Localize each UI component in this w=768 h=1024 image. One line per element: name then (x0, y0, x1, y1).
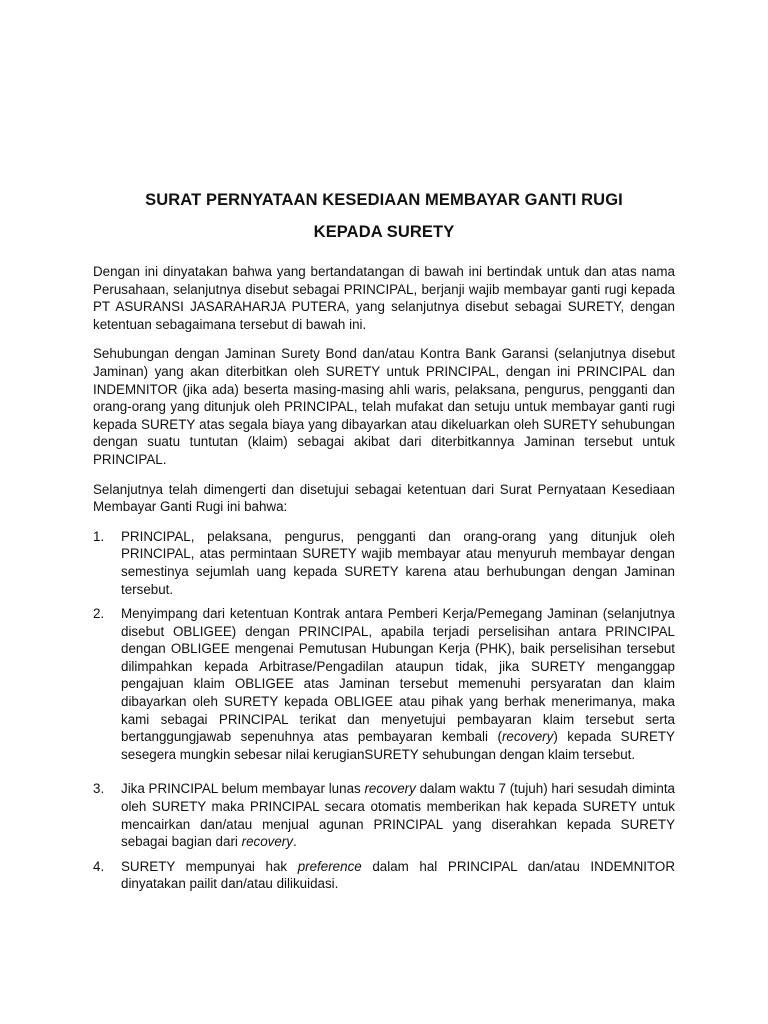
list-item-italic-term: recovery (241, 834, 293, 850)
list-item-italic-term: recovery (501, 729, 554, 745)
document-page (93, 190, 675, 893)
list-item-text-part: dalam waktu 7 (tujuh) hari sesudah diminta oleh SURETY maka PRINCIPAL secara otomatis memberikan hak kepada SURETY untuk mencairkan dan/atau menjual agunan PRINCIPAL yang diserahkan kepada SURETY sebagai bagian dari (121, 781, 675, 850)
list-item-text-part: dalam hal PRINCIPAL dan/atau INDEMNITOR dinyatakan pailit dan/atau dilikuidasi. (121, 858, 675, 892)
list-item-number: 2. (93, 606, 105, 622)
terms-list (93, 528, 675, 893)
list-item-number: 1. (93, 528, 105, 544)
paragraph-terms: Selanjutnya telah dimengerti dan disetujui sebagai ketentuan dari Surat Pernyataan Kesediaan Membayar Ganti Rugi ini bahwa: (93, 481, 675, 515)
document-title-line-2: KEPADA SURETY (313, 223, 455, 241)
paragraph-guarantee: Sehubungan dengan Jaminan Surety Bond dan/atau Kontra Bank Garansi (selanjutnya disebut Jaminan) yang akan diterbitkan oleh SURETY untuk PRINCIPAL, dengan ini PRINCIPAL dan INDEMNITOR (jika ada) beserta masing-masing ahli waris, pelaksana, pengurus, pengganti dan orang-orang yang ditunjuk oleh PRINCIPAL, telah mufakat dan setuju untuk membayar ganti rugi kepada SURETY atas segala biaya yang dibayarkan atau dikeluarkan oleh SURETY sehubungan dengan suatu tuntutan (klaim) sebagai akibat dari diterbitkannya Jaminan tersebut untuk PRINCIPAL. (93, 346, 675, 467)
list-item-italic-term: recovery (364, 781, 416, 797)
list-item (93, 858, 675, 893)
list-item-italic-term: preference (297, 858, 362, 874)
list-item-text-part: . (292, 834, 297, 850)
list-item (93, 605, 675, 763)
list-item-text (121, 858, 675, 893)
list-item-number: 4. (93, 858, 105, 874)
list-item-text-part: ) kepada SURETY sesegera mungkin sebesar nilai kerugianSURETY sehubungan dengan klaim tersebut. (121, 729, 675, 762)
paragraph-introduction: Dengan ini dinyatakan bahwa yang bertandatangan di bawah ini bertindak untuk dan atas nama Perusahaan, selanjutnya disebut sebagai PRINCIPAL, berjanji wajib membayar ganti rugi kepada PT ASURANSI JASARAHARJA PUTERA, yang selanjutnya disebut sebagai SURETY, dengan ketentuan sebagaimana tersebut di bawah ini. (93, 264, 675, 332)
list-item (93, 528, 675, 598)
list-item-text-part: SURETY mempunyai hak (121, 858, 298, 874)
list-item (93, 780, 675, 850)
list-item-text (121, 780, 675, 850)
list-item-text-part: Menyimpang dari ketentuan Kontrak antara Pemberi Kerja/Pemegang Jaminan (selanjutnya disebut OBLIGEE) dengan PRINCIPAL, apabila terjadi perselisihan antara PRINCIPAL dengan OBLIGEE mengenai Pemutusan Hubungan Kerja (PHK), baik perselisihan tersebut dilimpahkan kepada Arbitrase/Pengadilan ataupun tidak, jika SURETY menganggap pengajuan klaim OBLIGEE atas Jaminan tersebut memenuhi persyaratan dan klaim dibayarkan oleh SURETY kepada OBLIGEE atau pihak yang berhak menerimanya, maka kami sebagai PRINCIPAL terikat dan menyetujui pembayaran klaim tersebut serta bertanggungjawab sepenuhnya atas pembayaran kembali ( (121, 606, 675, 745)
list-item-text: PRINCIPAL, pelaksana, pengurus, pengganti dan orang-orang yang ditunjuk oleh PRINCIPAL, atas permintaan SURETY wajib membayar atau menyuruh membayar dengan semestinya sejumlah uang kepada SURETY karena atau berhubungan dengan Jaminan tersebut. (121, 528, 675, 597)
list-item-text-part: Jika PRINCIPAL belum membayar lunas (121, 781, 365, 797)
document-title-line-1: SURAT PERNYATAAN KESEDIAAN MEMBAYAR GANTI RUGI (145, 191, 623, 209)
list-item-text (121, 605, 675, 763)
list-item-number: 3. (93, 781, 105, 797)
